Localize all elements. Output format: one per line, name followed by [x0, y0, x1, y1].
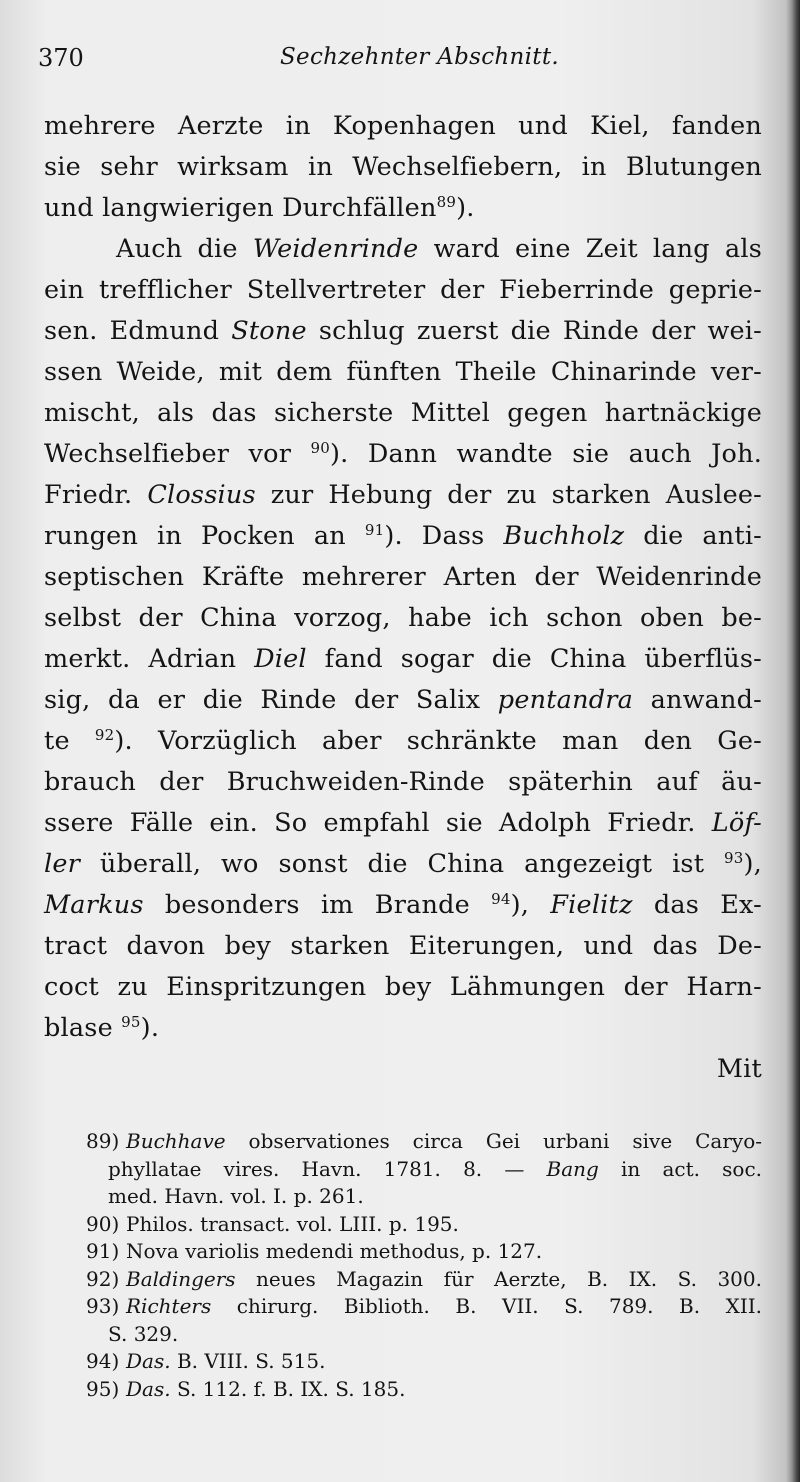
text-span: chirurg. Biblioth. B. VII. S. 789. B. XII.: [211, 1294, 762, 1318]
page-header: [34, 44, 754, 84]
footnote-number: 91): [86, 1239, 120, 1263]
text-span: rungen in Pocken an: [44, 521, 365, 551]
italic-span: Das.: [126, 1376, 171, 1401]
italic-span: Fielitz: [550, 890, 633, 920]
text-span: mehrere Aerzte in Kopenhagen und Kiel, fanden: [44, 111, 762, 141]
text-span: S. 112. f. B. IX. S. 185.: [170, 1376, 406, 1401]
italic-span: Das.: [126, 1349, 171, 1373]
footnote-number: 93): [86, 1294, 120, 1318]
text-span: Wechselfieber vor: [44, 439, 311, 469]
text-span: Philos. transact. vol. LIII. p. 195.: [126, 1211, 459, 1236]
text-line: [44, 106, 762, 147]
text-line: [44, 926, 762, 967]
text-span: mischt, als das sicherste Mittel gegen hartnäckige: [44, 398, 762, 428]
italic-span: Richters: [126, 1294, 212, 1318]
text-span: selbst der China vorzog, habe ich schon oben be-: [44, 603, 762, 633]
text-span: tract davon bey starken Eiterungen, und das De-: [44, 931, 762, 961]
footnotes: [86, 1128, 762, 1403]
body-text: [44, 106, 762, 1090]
footnote-ref: 89: [436, 193, 457, 211]
text-span: neues Magazin für Aerzte, B. IX. S. 300.: [235, 1266, 762, 1291]
footnote-92: [86, 1266, 762, 1294]
text-line: [44, 885, 762, 926]
text-line: [44, 1008, 762, 1049]
text-line: [44, 147, 762, 188]
footnote-number: 90): [86, 1211, 120, 1236]
italic-span: Diel: [254, 644, 307, 674]
text-span: ). Vorzüglich aber schränkte man den Ge-: [114, 726, 762, 756]
text-span: die anti-: [624, 521, 762, 551]
footnote-89: [86, 1128, 762, 1156]
text-line: [44, 803, 762, 844]
footnote-ref: 91: [364, 521, 385, 539]
text-span: sen. Edmund: [44, 316, 232, 346]
text-span: ssen Weide, mit dem fünften Theile Chinarinde ver-: [44, 357, 762, 387]
footnote-continuation: [86, 1321, 762, 1349]
footnote-number: 95): [86, 1376, 120, 1401]
text-span: ). Dass: [384, 521, 504, 551]
text-span: ward eine Zeit lang als: [418, 234, 763, 264]
footnote-94: [86, 1348, 762, 1376]
text-span: das Ex-: [632, 890, 762, 920]
footnote-ref: 93: [724, 849, 744, 867]
text-span: sie sehr wirksam in Wechselfiebern, in Blutungen: [44, 152, 762, 182]
footnote-number: 94): [86, 1349, 120, 1373]
text-line: [44, 311, 762, 352]
text-line: [44, 352, 762, 393]
text-span: ).: [140, 1013, 160, 1043]
catchword-line: [44, 1049, 762, 1090]
page-number: 370: [38, 44, 84, 72]
text-span: und langwierigen Durchfällen: [44, 193, 437, 223]
footnote-number: 92): [86, 1266, 120, 1291]
text-line: [44, 516, 762, 557]
text-span: anwand-: [633, 685, 762, 715]
footnote-93: [86, 1293, 762, 1321]
footnote-ref: 95: [121, 1013, 141, 1031]
footnote-90: [86, 1211, 762, 1239]
footnote-ref: 90: [310, 439, 330, 457]
text-span: coct zu Einspritzungen bey Lähmungen der Harn-: [44, 972, 762, 1002]
catchword: Mit: [716, 1054, 762, 1084]
text-span: schlug zuerst die Rinde der wei-: [306, 316, 762, 346]
italic-span: Clossius: [147, 480, 256, 510]
text-span: ein trefflicher Stellvertreter der Fieberrinde geprie-: [44, 275, 762, 305]
text-span: ),: [510, 890, 551, 920]
text-line: [44, 844, 762, 885]
italic-span: Buchholz: [503, 521, 625, 551]
footnote-continuation: [86, 1156, 762, 1184]
text-span: Friedr.: [44, 480, 148, 510]
text-span: brauch der Bruchweiden-Rinde späterhin auf äu-: [44, 767, 762, 797]
text-line: [44, 762, 762, 803]
text-span: in act. soc.: [598, 1156, 762, 1181]
italic-span: Weidenrinde: [252, 234, 419, 264]
text-span: med. Havn. vol. I. p. 261.: [108, 1184, 364, 1208]
text-span: ssere Fälle ein. So empfahl sie Adolph Friedr.: [44, 808, 712, 838]
text-span: sig, da er die Rinde der Salix: [44, 685, 498, 715]
italic-span: pentandra: [497, 685, 634, 715]
italic-span: Löf-: [711, 808, 762, 838]
text-line: [44, 639, 762, 680]
text-span: observationes circa Gei urbani sive Caryo-: [225, 1129, 762, 1153]
text-span: Nova variolis medendi methodus, p. 127.: [126, 1239, 543, 1263]
italic-span: Buchhave: [126, 1129, 226, 1153]
text-line: [44, 229, 762, 270]
text-span: überall, wo sonst die China angezeigt ist: [80, 849, 725, 879]
italic-span: ler: [44, 849, 81, 879]
text-span: te: [44, 726, 95, 756]
italic-span: Stone: [231, 316, 307, 346]
text-span: zur Hebung der zu starken Auslee-: [255, 480, 763, 510]
text-span: S. 329.: [108, 1321, 179, 1346]
text-span: ),: [743, 849, 762, 879]
footnote-95: [86, 1376, 762, 1404]
text-line: [44, 598, 762, 639]
text-span: septischen Kräfte mehrerer Arten der Weidenrinde: [44, 562, 762, 592]
footnote-ref: 92: [94, 726, 115, 744]
text-line: [44, 721, 762, 762]
text-span: Auch die: [116, 234, 253, 264]
text-span: phyllatae vires. Havn. 1781. 8. —: [108, 1156, 547, 1181]
text-line: [44, 393, 762, 434]
italic-span: Baldingers: [126, 1266, 236, 1291]
text-line: [44, 680, 762, 721]
running-title: Sechzehnter Abschnitt.: [280, 44, 559, 70]
text-span: fand sogar die China überflüs-: [306, 644, 762, 674]
footnote-91: [86, 1238, 762, 1266]
text-line: [44, 434, 762, 475]
text-line: [44, 270, 762, 311]
text-line: [44, 557, 762, 598]
text-span: merkt. Adrian: [44, 644, 255, 674]
text-span: besonders im Brande: [143, 890, 492, 920]
italic-span: Markus: [44, 890, 144, 920]
text-line: [44, 967, 762, 1008]
italic-span: Bang: [546, 1156, 599, 1181]
footnote-continuation: [86, 1183, 762, 1211]
text-span: ).: [456, 193, 475, 223]
text-span: B. VIII. S. 515.: [170, 1349, 326, 1373]
footnote-number: 89): [86, 1129, 120, 1153]
page-edge-shadow: [786, 0, 800, 1482]
text-line: [44, 188, 762, 229]
text-span: ). Dann wandte sie auch Joh.: [330, 439, 763, 469]
text-line: [44, 475, 762, 516]
footnote-ref: 94: [491, 890, 511, 908]
text-span: blase: [44, 1013, 122, 1043]
